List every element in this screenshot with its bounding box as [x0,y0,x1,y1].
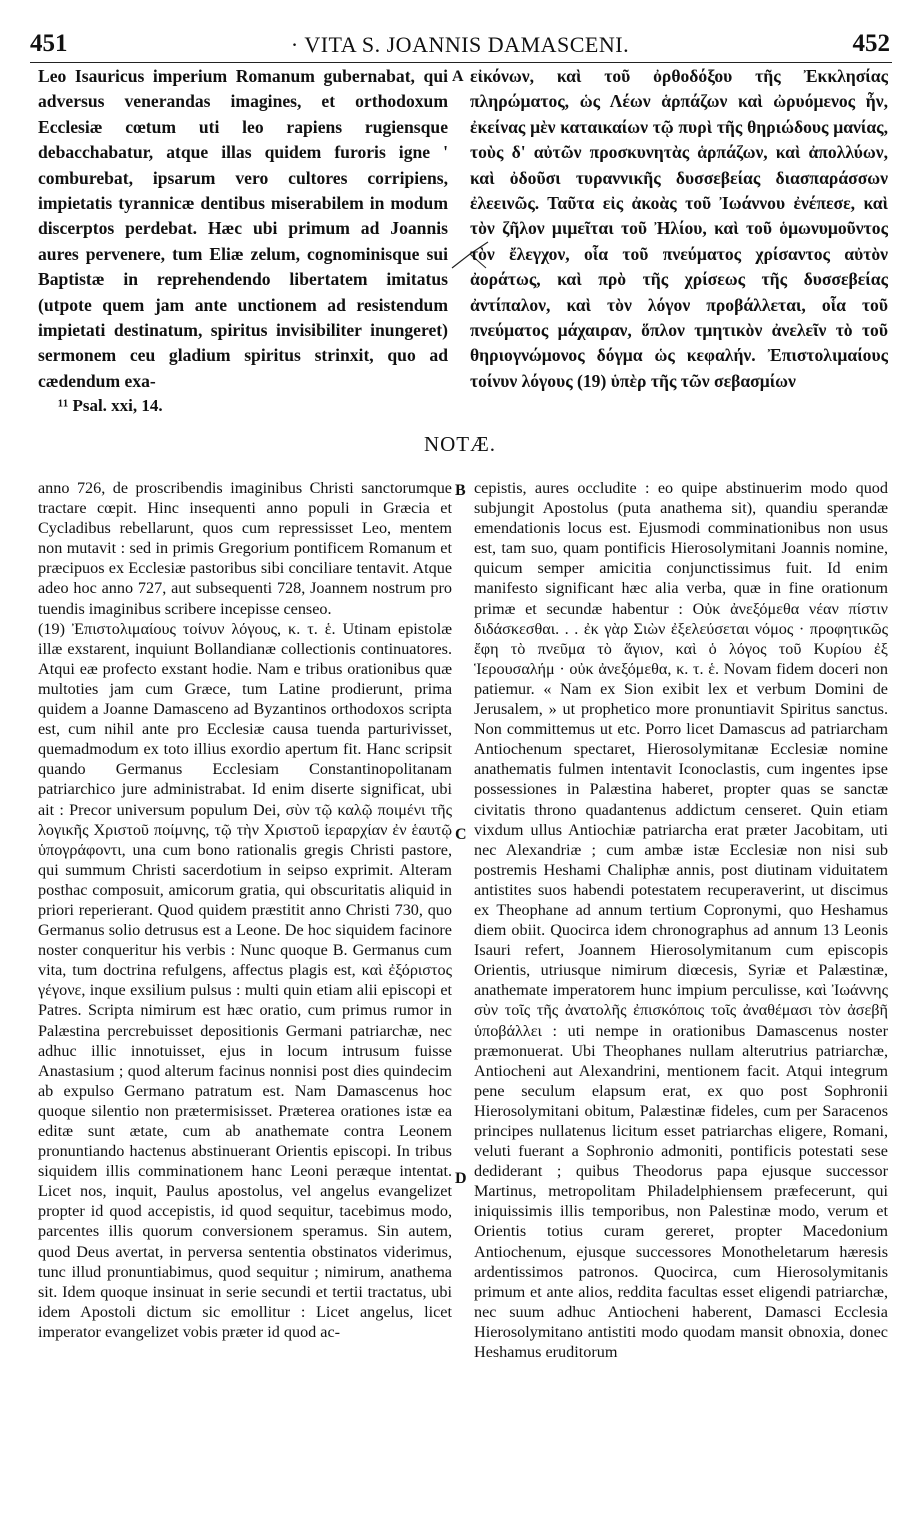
page-number-left: 451 [30,30,68,57]
notes-left-column [38,478,452,1523]
running-title: · VITA S. JOANNIS DAMASCENI. [290,32,630,57]
greek-paragraph: εἰκόνων, καὶ τοῦ ὀρθοδόξου τῆς Ἐκκλησίας πληρώματος, ὡς Λέων ἁρπάζων καὶ ὠρυόμενος ἦν, ἐκείνας μὲν καταικαίων τῷ πυρὶ τῆς θηριώδους μανίας, τοὺς δ' αὐτῶν προσκυνητὰς ἁρπάζων, καὶ ἀπολλύων, καὶ ὀδοῦσι τυραννικῆς δυσσεβείας διασπαράσσων ἐλεεινῶς. Ταῦτα εἰς ἀκοὰς τοῦ Ἰωάννου ἐνέπεσε, καὶ τὸν ζῆλον μιμεῖται τοῦ Ἠλίου, καὶ τοῦ ὁμωνυμοῦντος τὸν ἔλεγχον, οἷα τοῦ πνεύματος χρίσαντος αὐτὸν ἀοράτως, καὶ πρὸ τῆς χρίσεως τῆς δυσσεβείας ἀντίπαλον, καὶ τὸν λόγον προβάλλεται, οἷα τοῦ πνεύματος μάχαιραν, ὅπλον τμητικὸν ἀνελεῖν τὸ τοῦ θηριογνώμονος δόγμα ὡς κεφαλήν. Ἐπιστολιμαίους τοίνυν λόγους (19) ὑπὲρ τῆς τῶν σεβασμίων [470,66,888,391]
note-paragraph: (19) Ἐπιστολιμαίους τοίνυν λόγους, κ. τ. ἑ. Utinam epistolæ illæ exstarent, inquiunt Bollandianæ collectionis continuatores. Atqui eæ profecto exstant hodie. Nam e tribus orationibus quæ multoties jam cum Græce, tum Latine prodierunt, prima quidem a Joanne Damasceno ad Byzantinos orthodoxos scripta est, cum nihil ante pro Ecclesiæ causa tuenda parturivisset, quemadmodum ex toto illius exordio apertum fit. Hanc scripsit quando Germanus Ecclesiam Constantinopolitanam patriarchico jure administrabat. Id enim diserte significat, ubi ait : Precor universum populum Dei, σὺν τῷ καλῷ ποιμένι τῆς λογικῆς Χριστοῦ ποίμνης, τῷ τὴν Χριστοῦ ἱεραρχίαν ἐν ἑαυτῷ ὑπογράφοντι, una cum bono rationalis gregis Christi pastore, qui summum Christi sacerdotium in seipso exprimit. Alteram posthac composuit, amicorum gratia, qui obscuritatis aliquid in priori reperierant. Quod quidem præstitit anno Christi 730, quo Germanus solio detrusus est a Leone. De hoc siquidem facinore noster conqueritur his verbis : Nunc quoque B. Germanus cum vita, tum doctrina refulgens, affectus plagis est, καὶ ἐξόριστος γέγονε, inque exsilium pulsus : multi quin etiam alii episcopi et Patres. Scripta nimirum est hæc oratio, cum primus rumor in Palæstina percrebuisset depositionis Germani patriarchæ, nec adhuc illic innotuisset, ejus in locum intrusum fuisse Anastasium ; quod alterum facinus nonnisi post dies quindecim ab expulso Germano patratum est. Nam Damascenus hoc quoque silentio non prætermisisset. Præterea orationes istæ ea editæ sunt ætate, cum ab anathemate contra Leonem pronuntiando hactenus abstinuerant Orientis episcopi. In tribus siquidem illis comminationem hanc Leoni peræque intentat. Licet nos, inquit, Paulus apostolus, vel angelus evangelizet propter id quod accepistis, id quod sequitur, tacebimus modo, parcentes illis quorum conversionem speramus. Sin autem, quod Deus avertat, in perversa sententia obstinatos viderimus, tunc illud pronuntiabimus, quod sequitur ; nimirum, anathema sit. Idem quoque insinuat in serie secundi et tertii tractatus, ubi idem Apostoli dictum sic emollitur : Licet angelus, licet imperator evangelizet vobis præter id quod ac- [38,619,452,1341]
greek-text-column [470,64,888,394]
column-marker-b: B [455,482,466,499]
latin-paragraph: Leo Isauricus imperium Romanum gubernabat, qui adversus venerandas imagines, et orthodoxum Ecclesiæ cœtum uti leo rapiens rugiensque debacchabatur, atque illas quidem furoris igne ' comburebat, ipsarum vero cultores corripiens, impietatis tyrannicæ dentibus miserabilem in modum discerptos perdebat. Hæc ubi primum ad Joannis aures pervenere, tum Eliæ zelum, cognominisque sui Baptistæ in reprehendendo libertatem imitatus (utpote quem jam ante unctionem ad resistendum impietati destinatum, spiritus invisibiliter inungeret) sermonem ceu gladium spiritus strinxit, quo ad cædendum exa- [38,66,448,391]
note-paragraph: anno 726, de proscribendis imaginibus Christi sanctorumque tractare cœpit. Hinc insequenti anno populi in Græcia et Cycladibus rebellarunt, quos cum repressisset Leo, mentem non mutavit : sed in primis Gregorium pontificem Romanum et præcipuos ex Ecclesiæ pastoribus sibi conciliare tentavit. Atque adeo hoc anno 727, aut subsequenti 728, Joannem nostrum pro tuendis imaginibus scribere incepisse censeo. [38,479,452,618]
notes-heading: NOTÆ. [423,432,497,456]
notes-right-column [474,478,888,1523]
footnote: ¹¹ Psal. xxi, 14. [58,396,163,415]
header-rule [30,62,892,63]
column-marker-a: A [452,68,464,85]
note-paragraph: cepistis, aures occludite : eo quipe abstinuerim modo quod subjungit Apostolus (puta anathema sit), quandiu sperandæ emendationis locus est. Ejusmodi comminationibus non usus est, tam suo, quam pontificis Hierosolymitani Joannis nomine, quicum semper amicitia conjunctissimus fuit. Id enim manifesto significant hæc alia verba, quæ in fine orationum primæ et secundæ habentur : Οὐκ ἀνεξόμεθα νέαν πίστιν διδάσκεσθαι. . . ἐκ γὰρ Σιὼν ἐξελεύσεται νόμος · προφητικῶς ἔφη τὸ πνεῦμα τὸ ἅγιον, καὶ ὁ λόγος τοῦ Κυρίου ἐξ Ἱερουσαλήμ · οὐκ ἀνεξόμεθα, κ. τ. ἑ. Novam fidem doceri non patiemur. « Nam ex Sion exibit lex et verbum Domini de Jerusalem, » ut prophetico more pronuntiavit Spiritus sanctus. Non committemus ut etc. Porro licet Damascus ad patriarcham Antiochenum spectaret, Hierosolymitanæ Ecclesiæ nomine anathematis fulmen intentavit Iconoclastis, cum ingentes ipse possessiones in Palæstina haberet, propter quas se sanctæ civitatis throno quadantenus addictum censeret. Quin etiam vixdum ullus Antiochiæ patriarcha erat præter Jacobitam, uti nec Alexandriæ ; cum ambæ istæ Ecclesiæ non nisi sub postremis Heshami Chaliphæ annis, post diutinam viduitatem antistites suos habendi potestatem recuperaverint, ut discimus ex Theophane ad annum tertium Copronymi, quo Heshamus diem obiit. Quocirca idem chronographus ad annum 13 Leonis Isauri refert, Joannem Hierosolymitanum cum episcopis Orientis, utriusque nimirum diœcesis, Syriæ et Palæstinæ, anathemate imperatorem hunc impium perculisse, καὶ Ἰωάννης σὺν τοῖς τῆς ἀνατολῆς ἐπισκόποις τοῖς ἀναθέμασι τὸν ἀσεβῆ ὑποβάλλει : uti nempe in orationibus Damascenus noster præmonuerat. Ubi Theophanes nullam alterutrius patriarchæ, Antiocheni aut Alexandrini, mentionem facit. Atqui integrum pene seculum elapsum erat, ex quo post Sophronii Hierosolymitani obitum, Palæstinæ fideles, cum per Saracenos principes nullatenus licitum esset patriarchas eligere, Romani, veluti fuerant a Sophronio admoniti, pontificis potestati sese dediderant ; quibus Theodorus papa ejusque successor Martinus, metropolitam Philadelphiensem præfecerunt, qui iniquissimis illis temporibus, non Palestinæ modo, verum et Orientis totius curam gereret, propter Macedonium Antiochenum, ejusque successores Monotheletarum hæresis ardentissimos patronos. Quocirca, cum Hierosolymitanis primum et ante alios, reddita facultas esset eligendi patriarchæ, nec suum adhuc Antiocheni haberent, Damasci Ecclesia Hierosolymitano antistiti modo quodam mansit obnoxia, donec Heshamus eruditorum [474,479,888,1362]
page-number-right: 452 [852,30,890,57]
column-marker-d: D [455,1170,467,1187]
column-marker-c: C [455,826,467,843]
latin-text-column [38,64,448,394]
running-header [30,30,890,60]
